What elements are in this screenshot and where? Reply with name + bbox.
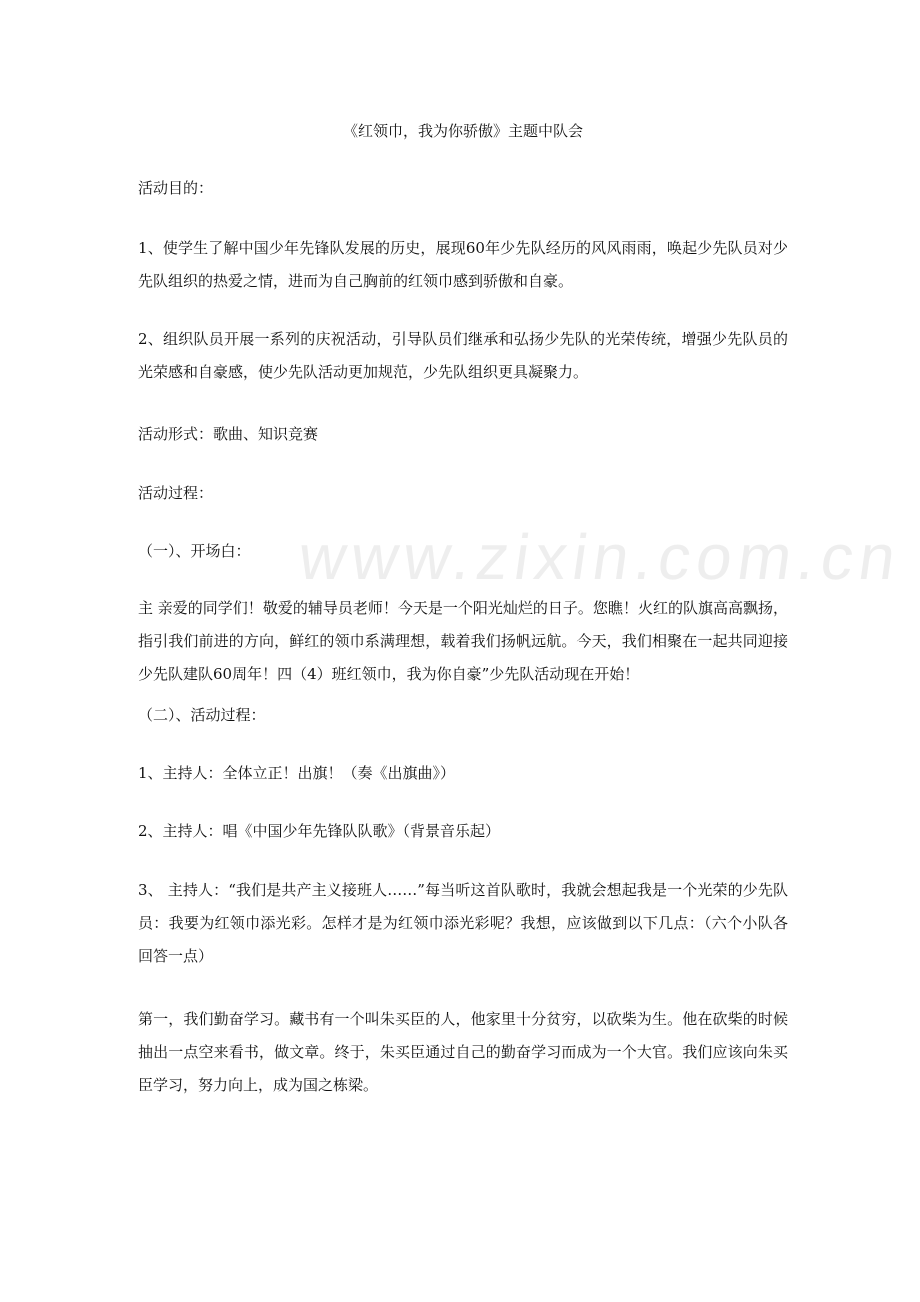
paragraph-opening-speech: 主 亲爱的同学们！敬爱的辅导员老师！今天是一个阳光灿烂的日子。您瞧！火红的队旗高高飘扬，指引我们前进的方向，鲜红的领巾系满理想，载着我们扬帆远航。今天，我们相聚在一起共同迎接少先队建队60周年！四（4）班红领巾，我为你自豪”少先队活动现在开始！ [138, 599, 788, 683]
paragraph-purpose-1: 1、使学生了解中国少年先锋队发展的历史，展现60年少先队经历的风风雨雨，唤起少先队员对少先队组织的热爱之情，进而为自己胸前的红领巾感到骄傲和自豪。 [138, 239, 788, 290]
paragraph-purpose-2: 2、组织队员开展一系列的庆祝活动，引导队员们继承和弘扬少先队的光荣传统，增强少先队员的光荣感和自豪感，使少先队活动更加规范，少先队组织更具凝聚力。 [138, 330, 788, 381]
list-item-1: 1、主持人：全体立正！出旗！（奏《出旗曲》） [138, 764, 456, 782]
subsection-heading-activity: （二）、活动过程： [138, 706, 266, 724]
list-item-2: 2、主持人：唱《中国少年先锋队队歌》（背景音乐起） [138, 822, 501, 840]
section-heading-process: 活动过程： [138, 484, 214, 502]
section-heading-format: 活动形式：歌曲、知识竞赛 [138, 425, 319, 443]
section-heading-purpose: 活动目的： [138, 179, 214, 197]
paragraph-first-point: 第一，我们勤奋学习。藏书有一个叫朱买臣的人，他家里十分贫穷，以砍柴为生。他在砍柴的时候抽出一点空来看书，做文章。终于，朱买臣通过自己的勤奋学习而成为一个大官。我们应该向朱买臣学习，努力向上，成为国之栋梁。 [138, 1010, 788, 1094]
document-title: 《红领巾，我为你骄傲》主题中队会 [342, 122, 583, 140]
watermark: www.zixin.com.cn [294, 521, 907, 593]
subsection-heading-opening: （一）、开场白： [138, 542, 251, 560]
list-item-3: 3、 主持人：“我们是共产主义接班人……”每当听这首队歌时，我就会想起我是一个光荣的少先队员：我要为红领巾添光彩。怎样才是为红领巾添光彩呢？我想，应该做到以下几点：（六个小队各回答一点） [138, 881, 788, 965]
